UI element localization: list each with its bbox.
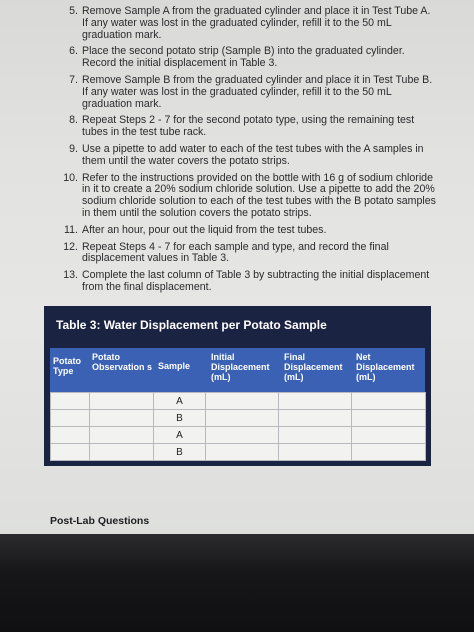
observation-cell[interactable] bbox=[90, 427, 154, 444]
header-potato-observations: Potato Observation s bbox=[92, 352, 153, 372]
table-row bbox=[51, 410, 426, 427]
potato-type-cell[interactable] bbox=[51, 393, 90, 410]
table-body bbox=[50, 392, 426, 461]
procedure-step bbox=[48, 225, 438, 237]
initial-displacement-cell[interactable] bbox=[206, 410, 279, 427]
final-displacement-cell[interactable] bbox=[279, 427, 352, 444]
step-text: Use a pipette to add water to each of the test tubes with the A samples in them until the water covers the potato strips. bbox=[82, 142, 424, 167]
step-number: 8. bbox=[69, 114, 78, 127]
initial-displacement-cell[interactable] bbox=[206, 427, 279, 444]
procedure-step bbox=[48, 242, 438, 266]
observation-cell[interactable] bbox=[90, 410, 154, 427]
displacement-table bbox=[44, 306, 431, 466]
procedure-step bbox=[48, 270, 438, 294]
step-text: Complete the last column of Table 3 by subtracting the initial displacement from the final displacement. bbox=[82, 269, 430, 293]
step-text: Remove Sample A from the graduated cylinder and place it in Test Tube A. If any water was lost in the graduated cylinder, refill it to the 50 mL graduation mark. bbox=[82, 5, 431, 41]
header-sample: Sample bbox=[158, 361, 191, 371]
step-number: 7. bbox=[69, 73, 78, 86]
procedure-step bbox=[48, 46, 438, 70]
net-displacement-cell[interactable] bbox=[352, 393, 426, 410]
step-text: Refer to the instructions provided on the bottle with 16 g of sodium chloride in it to create a 20% sodium chloride solution. Use a pipette to add the 20% sodium chloride solution to each of the test tubes with the B potato samples in them until the solution covers the potato strips. bbox=[82, 171, 436, 219]
final-displacement-cell[interactable] bbox=[279, 444, 352, 461]
step-number: 5. bbox=[69, 5, 78, 17]
initial-displacement-cell[interactable] bbox=[206, 444, 279, 461]
procedure-steps bbox=[48, 6, 438, 299]
step-number: 9. bbox=[69, 142, 78, 155]
potato-type-cell[interactable] bbox=[51, 444, 90, 461]
sample-cell: A bbox=[154, 427, 206, 444]
step-number: 13. bbox=[63, 269, 78, 282]
table-row bbox=[51, 427, 426, 444]
potato-type-cell[interactable] bbox=[51, 427, 90, 444]
table-header-row bbox=[50, 348, 425, 392]
step-number: 12. bbox=[63, 240, 78, 253]
table-row bbox=[51, 393, 426, 410]
final-displacement-cell[interactable] bbox=[279, 393, 352, 410]
header-potato-type: Potato Type bbox=[53, 356, 81, 376]
post-lab-heading: Post-Lab Questions bbox=[50, 515, 150, 527]
table-row bbox=[51, 444, 426, 461]
potato-type-cell[interactable] bbox=[51, 410, 90, 427]
final-displacement-cell[interactable] bbox=[279, 410, 352, 427]
procedure-step bbox=[48, 75, 438, 110]
step-text: Place the second potato strip (Sample B) into the graduated cylinder. Record the initial displacement in Table 3. bbox=[82, 45, 405, 70]
net-displacement-cell[interactable] bbox=[352, 444, 426, 461]
sample-cell: B bbox=[154, 444, 206, 461]
step-number: 6. bbox=[69, 45, 78, 58]
procedure-step bbox=[48, 144, 438, 168]
net-displacement-cell[interactable] bbox=[352, 410, 426, 427]
header-initial-displacement: Initial Displacement (mL) bbox=[211, 352, 270, 382]
step-text: Repeat Steps 2 - 7 for the second potato type, using the remaining test tubes in the test tube rack. bbox=[82, 114, 415, 139]
table-title: Table 3: Water Displacement per Potato Sample bbox=[56, 318, 327, 332]
net-displacement-cell[interactable] bbox=[352, 427, 426, 444]
photo-dark-background bbox=[0, 534, 474, 632]
step-number: 11. bbox=[64, 223, 78, 236]
step-number: 10. bbox=[63, 171, 78, 184]
header-final-displacement: Final Displacement (mL) bbox=[284, 352, 343, 382]
sample-cell: A bbox=[154, 393, 206, 410]
initial-displacement-cell[interactable] bbox=[206, 393, 279, 410]
procedure-step bbox=[48, 6, 438, 41]
observation-cell[interactable] bbox=[90, 444, 154, 461]
step-text: Remove Sample B from the graduated cylinder and place it in Test Tube B. If any water was lost in the graduated cylinder, refill it to the 50 mL graduation mark. bbox=[82, 73, 433, 110]
step-text: Repeat Steps 4 - 7 for each sample and type, and record the final displacement values in Table 3. bbox=[82, 240, 389, 265]
step-text: After an hour, pour out the liquid from the test tubes. bbox=[82, 223, 327, 236]
procedure-step bbox=[48, 173, 438, 220]
procedure-step bbox=[48, 115, 438, 139]
header-net-displacement: Net Displacement (mL) bbox=[356, 352, 415, 382]
sample-cell: B bbox=[154, 410, 206, 427]
observation-cell[interactable] bbox=[90, 393, 154, 410]
